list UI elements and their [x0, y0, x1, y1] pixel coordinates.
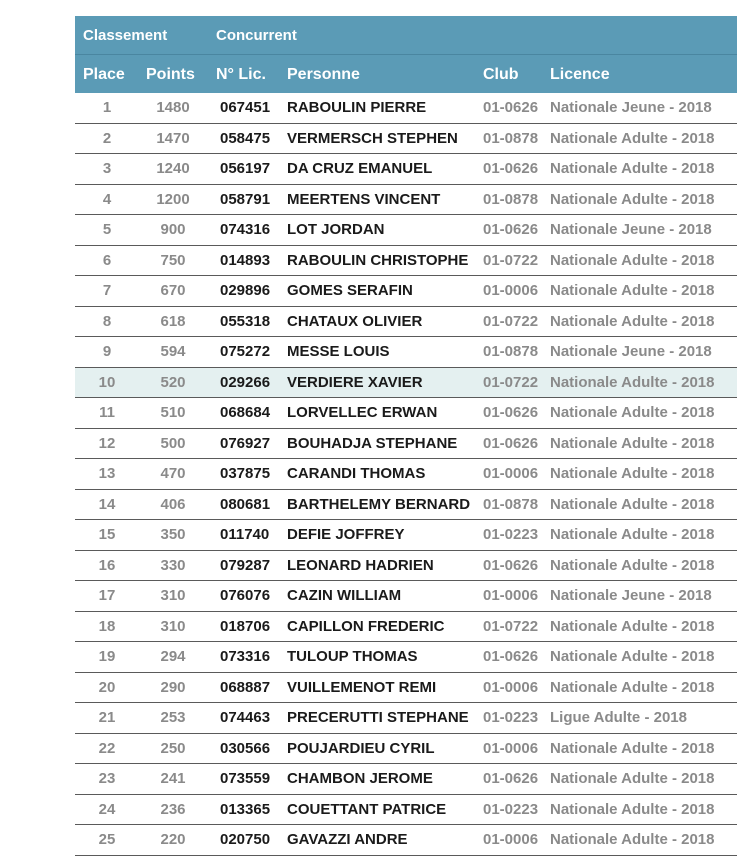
table-row[interactable] [75, 825, 737, 856]
cell-lic: 055318 [220, 312, 271, 330]
cell-place: 16 [98, 556, 116, 574]
cell-personne: MEERTENS VINCENT [287, 190, 441, 208]
cell-lic: 058791 [220, 190, 271, 208]
cell-licence: Nationale Adulte - 2018 [550, 190, 715, 208]
cell-personne: RABOULIN CHRISTOPHE [287, 251, 469, 269]
cell-lic: 037875 [220, 465, 271, 482]
cell-club: 01-0626 [483, 770, 539, 787]
cell-lic: 068887 [220, 678, 271, 696]
cell-points: 510 [160, 404, 186, 421]
cell-lic: 073559 [220, 770, 271, 787]
cell-points: 310 [160, 617, 186, 635]
cell-club: 01-0006 [483, 282, 539, 299]
cell-licence: Nationale Jeune - 2018 [550, 221, 712, 238]
cell-personne: GOMES SERAFIN [287, 282, 413, 299]
cell-personne: DEFIE JOFFREY [287, 526, 405, 543]
cell-points: 1470 [156, 129, 190, 147]
table-row[interactable] [75, 673, 737, 704]
table-row[interactable] [75, 642, 737, 673]
cell-licence: Nationale Jeune - 2018 [550, 343, 712, 360]
cell-personne: LEONARD HADRIEN [287, 556, 434, 574]
cell-points: 520 [160, 373, 186, 391]
table-row[interactable] [75, 368, 737, 399]
cell-points: 294 [160, 648, 186, 665]
cell-personne: CAPILLON FREDERIC [287, 617, 445, 635]
cell-place: 14 [98, 495, 116, 513]
cell-club: 01-0722 [483, 373, 539, 391]
cell-points: 750 [160, 251, 186, 269]
cell-lic: 074463 [220, 709, 271, 726]
col-header-place[interactable]: Place [83, 66, 125, 83]
cell-place: 21 [98, 709, 116, 726]
cell-points: 1240 [156, 160, 190, 177]
table-row[interactable] [75, 398, 737, 429]
cell-personne: CAZIN WILLIAM [287, 587, 402, 604]
cell-place: 24 [98, 800, 116, 818]
col-header-licence[interactable]: Licence [550, 66, 610, 83]
cell-personne: TULOUP THOMAS [287, 648, 418, 665]
cell-place: 22 [98, 739, 116, 757]
cell-personne: GAVAZZI ANDRE [287, 831, 408, 848]
cell-licence: Nationale Adulte - 2018 [550, 129, 715, 147]
cell-licence: Nationale Adulte - 2018 [550, 800, 715, 818]
cell-club: 01-0626 [483, 648, 539, 665]
cell-licence: Nationale Adulte - 2018 [550, 739, 715, 757]
group-classement: Classement [83, 27, 168, 44]
cell-club: 01-0006 [483, 587, 539, 604]
cell-licence: Nationale Adulte - 2018 [550, 556, 715, 574]
cell-club: 01-0626 [483, 99, 539, 116]
table-row[interactable] [75, 307, 737, 338]
table-row[interactable] [75, 795, 737, 826]
header-columns-row [75, 55, 737, 93]
cell-points: 406 [160, 495, 186, 513]
table-row[interactable] [75, 124, 737, 155]
cell-personne: MESSE LOUIS [287, 343, 390, 360]
cell-lic: 020750 [220, 831, 271, 848]
table-row[interactable] [75, 93, 737, 124]
cell-place: 13 [98, 465, 116, 482]
cell-points: 253 [160, 709, 186, 726]
cell-place: 1 [102, 99, 112, 116]
cell-lic: 056197 [220, 160, 271, 177]
cell-points: 618 [160, 312, 186, 330]
cell-lic: 018706 [220, 617, 271, 635]
cell-lic: 013365 [220, 800, 271, 818]
cell-points: 470 [160, 465, 186, 482]
cell-points: 670 [160, 282, 186, 299]
cell-place: 10 [98, 373, 116, 391]
cell-club: 01-0722 [483, 312, 539, 330]
cell-club: 01-0878 [483, 343, 539, 360]
cell-lic: 074316 [220, 221, 271, 238]
table-row[interactable] [75, 154, 737, 185]
cell-lic: 075272 [220, 343, 271, 360]
cell-place: 19 [98, 648, 116, 665]
cell-place: 18 [98, 617, 116, 635]
cell-licence: Nationale Adulte - 2018 [550, 678, 715, 696]
table-body [75, 93, 737, 856]
table-row[interactable] [75, 185, 737, 216]
cell-licence: Nationale Adulte - 2018 [550, 648, 715, 665]
cell-points: 1200 [156, 190, 190, 208]
cell-club: 01-0626 [483, 160, 539, 177]
table-row[interactable] [75, 276, 737, 307]
cell-licence: Nationale Adulte - 2018 [550, 404, 715, 421]
cell-points: 500 [160, 434, 186, 452]
cell-club: 01-0722 [483, 617, 539, 635]
cell-licence: Nationale Adulte - 2018 [550, 251, 715, 269]
cell-lic: 030566 [220, 739, 271, 757]
cell-points: 310 [160, 587, 186, 604]
cell-personne: BARTHELEMY BERNARD [287, 495, 471, 513]
cell-club: 01-0878 [483, 495, 539, 513]
table-row[interactable] [75, 581, 737, 612]
cell-licence: Nationale Adulte - 2018 [550, 495, 715, 513]
cell-place: 8 [102, 312, 112, 330]
cell-club: 01-0006 [483, 678, 539, 696]
table-row[interactable] [75, 612, 737, 643]
cell-lic: 067451 [220, 99, 271, 116]
cell-points: 250 [160, 739, 186, 757]
cell-licence: Nationale Jeune - 2018 [550, 587, 712, 604]
cell-licence: Nationale Adulte - 2018 [550, 831, 715, 848]
cell-licence: Nationale Adulte - 2018 [550, 526, 715, 543]
table-row[interactable] [75, 459, 737, 490]
cell-club: 01-0626 [483, 434, 539, 452]
table-row[interactable] [75, 520, 737, 551]
cell-personne: BOUHADJA STEPHANE [287, 434, 458, 452]
cell-club: 01-0626 [483, 221, 539, 238]
cell-club: 01-0006 [483, 831, 539, 848]
cell-personne: CARANDI THOMAS [287, 465, 426, 482]
cell-personne: PRECERUTTI STEPHANE [287, 709, 469, 726]
cell-place: 25 [98, 831, 116, 848]
col-header-points[interactable]: Points [146, 66, 195, 83]
cell-points: 236 [160, 800, 186, 818]
cell-points: 900 [160, 221, 186, 238]
cell-place: 17 [98, 587, 116, 604]
table-row[interactable] [75, 551, 737, 582]
cell-lic: 079287 [220, 556, 271, 574]
cell-points: 1480 [156, 99, 190, 116]
cell-place: 15 [98, 526, 116, 543]
table-row[interactable] [75, 490, 737, 521]
cell-points: 350 [160, 526, 186, 543]
cell-place: 6 [102, 251, 112, 269]
cell-club: 01-0006 [483, 739, 539, 757]
cell-club: 01-0626 [483, 404, 539, 421]
cell-points: 330 [160, 556, 186, 574]
table-row[interactable] [75, 215, 737, 246]
cell-place: 2 [102, 129, 112, 147]
table-row[interactable] [75, 764, 737, 795]
cell-personne: RABOULIN PIERRE [287, 99, 427, 116]
cell-lic: 058475 [220, 129, 271, 147]
cell-lic: 029266 [220, 373, 271, 391]
cell-club: 01-0223 [483, 800, 539, 818]
table-row[interactable] [75, 429, 737, 460]
cell-licence: Nationale Adulte - 2018 [550, 465, 715, 482]
cell-licence: Nationale Adulte - 2018 [550, 160, 715, 177]
cell-licence: Nationale Adulte - 2018 [550, 373, 715, 391]
cell-lic: 073316 [220, 648, 271, 665]
cell-personne: CHAMBON JEROME [287, 770, 433, 787]
cell-licence: Nationale Adulte - 2018 [550, 617, 715, 635]
cell-licence: Nationale Adulte - 2018 [550, 434, 715, 452]
cell-lic: 014893 [220, 251, 271, 269]
cell-licence: Nationale Adulte - 2018 [550, 312, 715, 330]
cell-licence: Ligue Adulte - 2018 [550, 709, 687, 726]
cell-lic: 029896 [220, 282, 271, 299]
cell-lic: 068684 [220, 404, 271, 421]
cell-personne: VERMERSCH STEPHEN [287, 129, 458, 147]
cell-club: 01-0006 [483, 465, 539, 482]
cell-points: 594 [160, 343, 186, 360]
cell-personne: COUETTANT PATRICE [287, 800, 447, 818]
table-row[interactable] [75, 337, 737, 368]
cell-points: 290 [160, 678, 186, 696]
cell-place: 3 [102, 160, 112, 177]
cell-lic: 076076 [220, 587, 271, 604]
cell-place: 5 [102, 221, 112, 238]
cell-lic: 076927 [220, 434, 271, 452]
cell-place: 11 [99, 404, 115, 421]
group-concurrent: Concurrent [216, 27, 297, 44]
cell-personne: LOT JORDAN [287, 221, 385, 238]
cell-personne: POUJARDIEU CYRIL [287, 739, 435, 757]
cell-place: 23 [98, 770, 116, 787]
table-row[interactable] [75, 703, 737, 734]
cell-personne: CHATAUX OLIVIER [287, 312, 423, 330]
cell-club: 01-0878 [483, 129, 539, 147]
col-header-personne[interactable]: Personne [287, 66, 360, 83]
cell-personne: VERDIERE XAVIER [287, 373, 423, 391]
col-header-club[interactable]: Club [483, 66, 519, 83]
cell-licence: Nationale Adulte - 2018 [550, 770, 715, 787]
cell-club: 01-0223 [483, 526, 539, 543]
cell-personne: LORVELLEC ERWAN [287, 404, 438, 421]
cell-personne: VUILLEMENOT REMI [287, 678, 437, 696]
table-row[interactable] [75, 734, 737, 765]
cell-lic: 011740 [220, 526, 270, 543]
cell-licence: Nationale Adulte - 2018 [550, 282, 715, 299]
table-row[interactable] [75, 246, 737, 277]
col-header-lic[interactable]: N° Lic. [216, 66, 266, 83]
cell-place: 20 [98, 678, 116, 696]
cell-licence: Nationale Jeune - 2018 [550, 99, 712, 116]
cell-lic: 080681 [220, 495, 271, 513]
cell-place: 7 [102, 282, 112, 299]
cell-personne: DA CRUZ EMANUEL [287, 160, 433, 177]
cell-club: 01-0722 [483, 251, 539, 269]
cell-points: 220 [160, 831, 186, 848]
cell-points: 241 [160, 770, 186, 787]
header-group-row [75, 16, 737, 55]
cell-place: 4 [102, 190, 112, 208]
cell-club: 01-0223 [483, 709, 539, 726]
cell-club: 01-0878 [483, 190, 539, 208]
cell-place: 12 [98, 434, 116, 452]
cell-place: 9 [102, 343, 112, 360]
cell-club: 01-0626 [483, 556, 539, 574]
ranking-table [75, 16, 737, 856]
